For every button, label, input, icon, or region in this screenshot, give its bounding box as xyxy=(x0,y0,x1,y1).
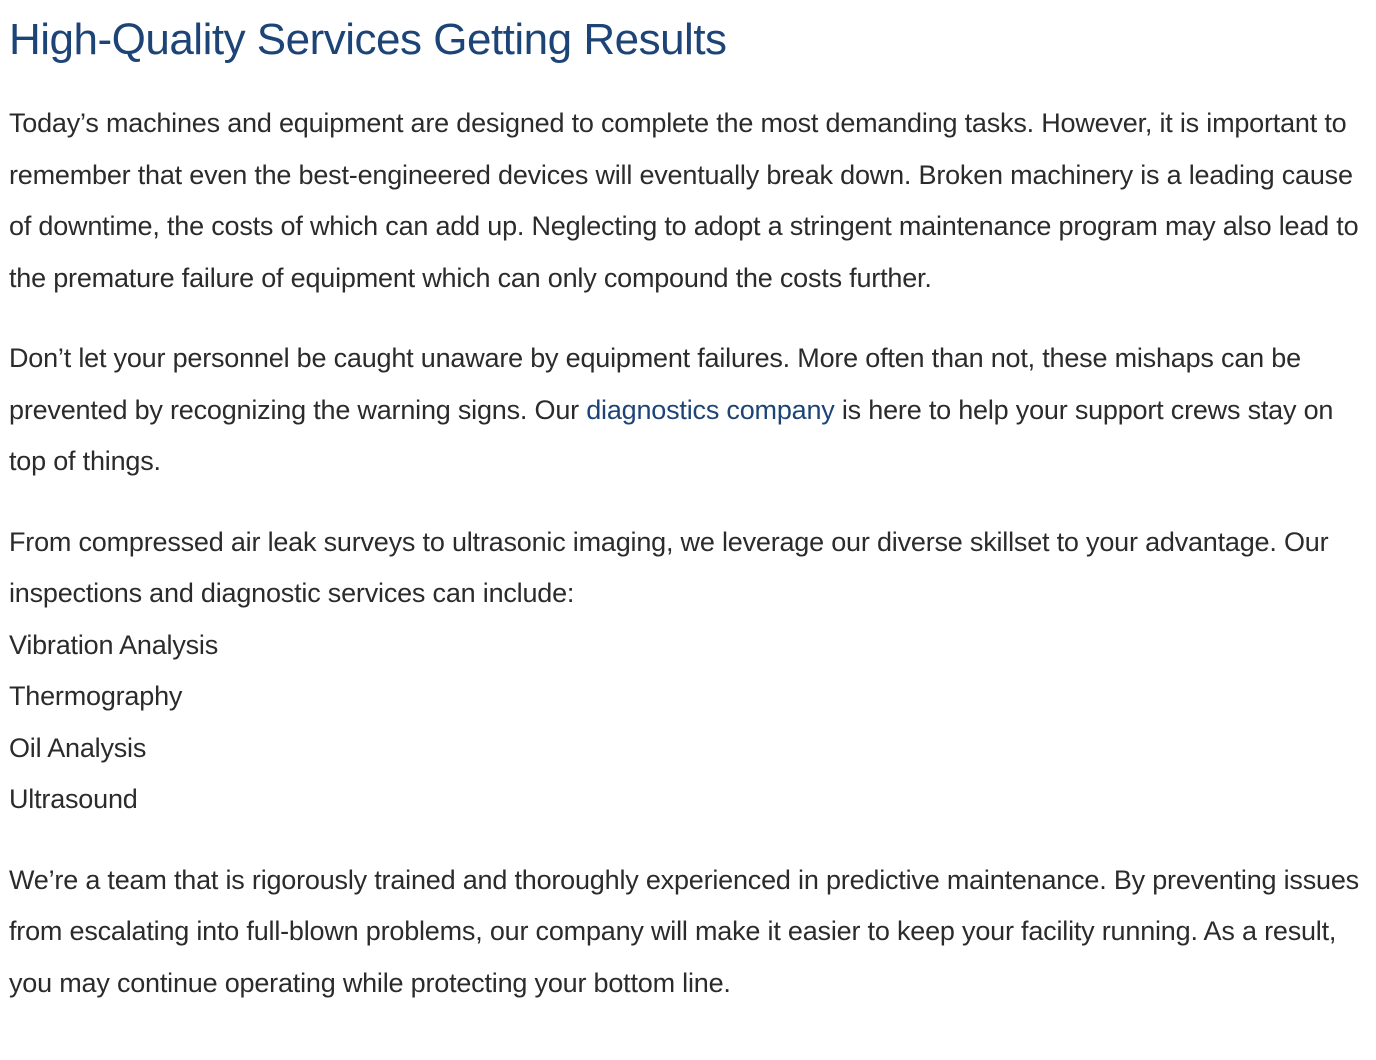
service-item-vibration-analysis: Vibration Analysis xyxy=(9,629,219,660)
diagnostics-paragraph-text-before: Don’t let your personnel be caught unaware by equipment failures. More often than not, these mishaps can be prevented by recognizing the warning signs. Our xyxy=(9,343,1301,425)
intro-paragraph: Today’s machines and equipment are designed to complete the most demanding tasks. However, it is important to remember that even the best-engineered devices will eventually break down. Broken machinery is a leading cause of downtime, the costs of which can add up. Neglecting to adopt a stringent maintenance program may also lead to the premature failure of equipment which can only compound the costs further. xyxy=(9,108,1359,293)
services-intro-paragraph: From compressed air leak surveys to ultrasonic imaging, we leverage our diverse skillset to your advantage. Our inspections and diagnostic services can include: xyxy=(9,526,1329,608)
services-list xyxy=(9,620,1359,826)
diagnostics-paragraph-text-after: is here to help your support crews stay on top of things. xyxy=(9,394,1334,476)
service-item-ultrasound: Ultrasound xyxy=(9,784,138,814)
service-item-oil-analysis: Oil Analysis xyxy=(9,732,147,763)
team-paragraph: We’re a team that is rigorously trained and thoroughly experienced in predictive maintenance. By preventing issues from escalating into full-blown problems, our company will make it easier to keep your facility running. As a result, you may continue operating while protecting your bottom line. xyxy=(9,864,1359,998)
diagnostics-company-link[interactable]: diagnostics company xyxy=(586,394,835,425)
page-title: High-Quality Services Getting Results xyxy=(9,15,727,64)
diagnostics-paragraph xyxy=(9,333,1359,488)
service-item-thermography: Thermography xyxy=(9,681,183,711)
